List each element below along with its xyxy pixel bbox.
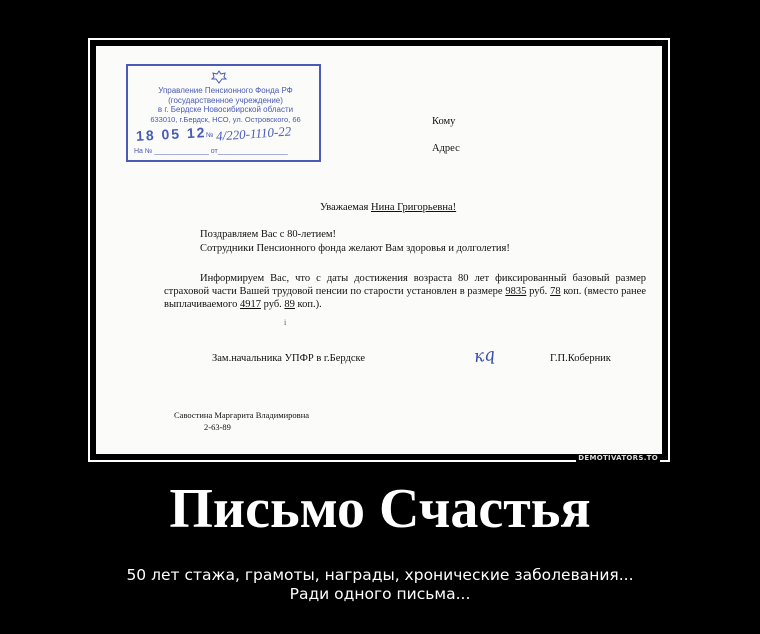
eagle-emblem-icon — [210, 70, 228, 84]
stamp-line-3: в г. Бердске Новосибирской области — [157, 105, 294, 114]
congrats-line-2: Сотрудники Пенсионного фонда желают Вам здоровья и долголетия! — [200, 243, 510, 254]
stray-mark: i — [284, 318, 287, 327]
info-text-a: Информируем Вас, что с даты достижения возраста 80 лет фиксированный базовый размер страховой части Вашей трудовой пенсии по старости установлен в размере — [164, 273, 646, 297]
greeting-prefix: Уважаемая — [320, 202, 371, 213]
previous-amount-kop: 89 — [284, 299, 295, 310]
poster-title: Письмо Счастья — [169, 478, 591, 540]
poster-frame — [88, 38, 670, 462]
recipient-label: Кому — [432, 116, 456, 127]
stamp-number-label: № — [206, 132, 214, 139]
greeting — [320, 202, 456, 213]
poster-subtitle-line-1: 50 лет стажа, грамоты, награды, хронические заболевания... — [126, 566, 634, 584]
pension-amount-rub: 9835 — [505, 286, 527, 297]
previous-amount-rub: 4917 — [239, 299, 261, 310]
stamp-line-4: 633010, г.Бердск, НСО, ул. Островского, 66 — [150, 114, 301, 124]
info-text-e: коп.). — [294, 299, 322, 310]
pension-amount-kop: 78 — [550, 286, 561, 297]
stamp-date: 18 05 12 — [135, 124, 207, 144]
address-label: Адрес — [432, 143, 460, 154]
signer-position: Зам.начальника УПФР в г.Бердске — [212, 353, 365, 364]
official-stamp — [126, 64, 321, 162]
stamp-reference-line: На № ______________ от__________________ — [134, 148, 288, 155]
letter-document — [96, 46, 662, 454]
poster-subtitle-line-2: Ради одного письма... — [289, 585, 471, 603]
handwritten-signature: кq — [473, 344, 497, 368]
info-text-d: руб. — [260, 299, 285, 310]
executor-phone: 2-63-89 — [204, 422, 231, 432]
stamp-line-1: Управление Пенсионного Фонда РФ — [158, 86, 293, 95]
congrats-line-1: Поздравляем Вас с 80-летием! — [200, 229, 337, 240]
info-text-c: коп. (вместо ранее выплачиваемого — [164, 286, 646, 310]
watermark: DEMOTIVATORS.TO — [578, 454, 658, 462]
greeting-name: Нина Григорьевна! — [371, 202, 457, 213]
stamp-line-2: (государственное учреждение) — [168, 95, 283, 105]
info-paragraph — [164, 272, 646, 311]
signer-name: Г.П.Коберник — [550, 353, 611, 364]
executor-name: Савостина Маргарита Владимировна — [174, 410, 310, 420]
stamp-number: 4/220-1110-22 — [215, 123, 292, 144]
info-text-b: руб. — [526, 286, 551, 297]
